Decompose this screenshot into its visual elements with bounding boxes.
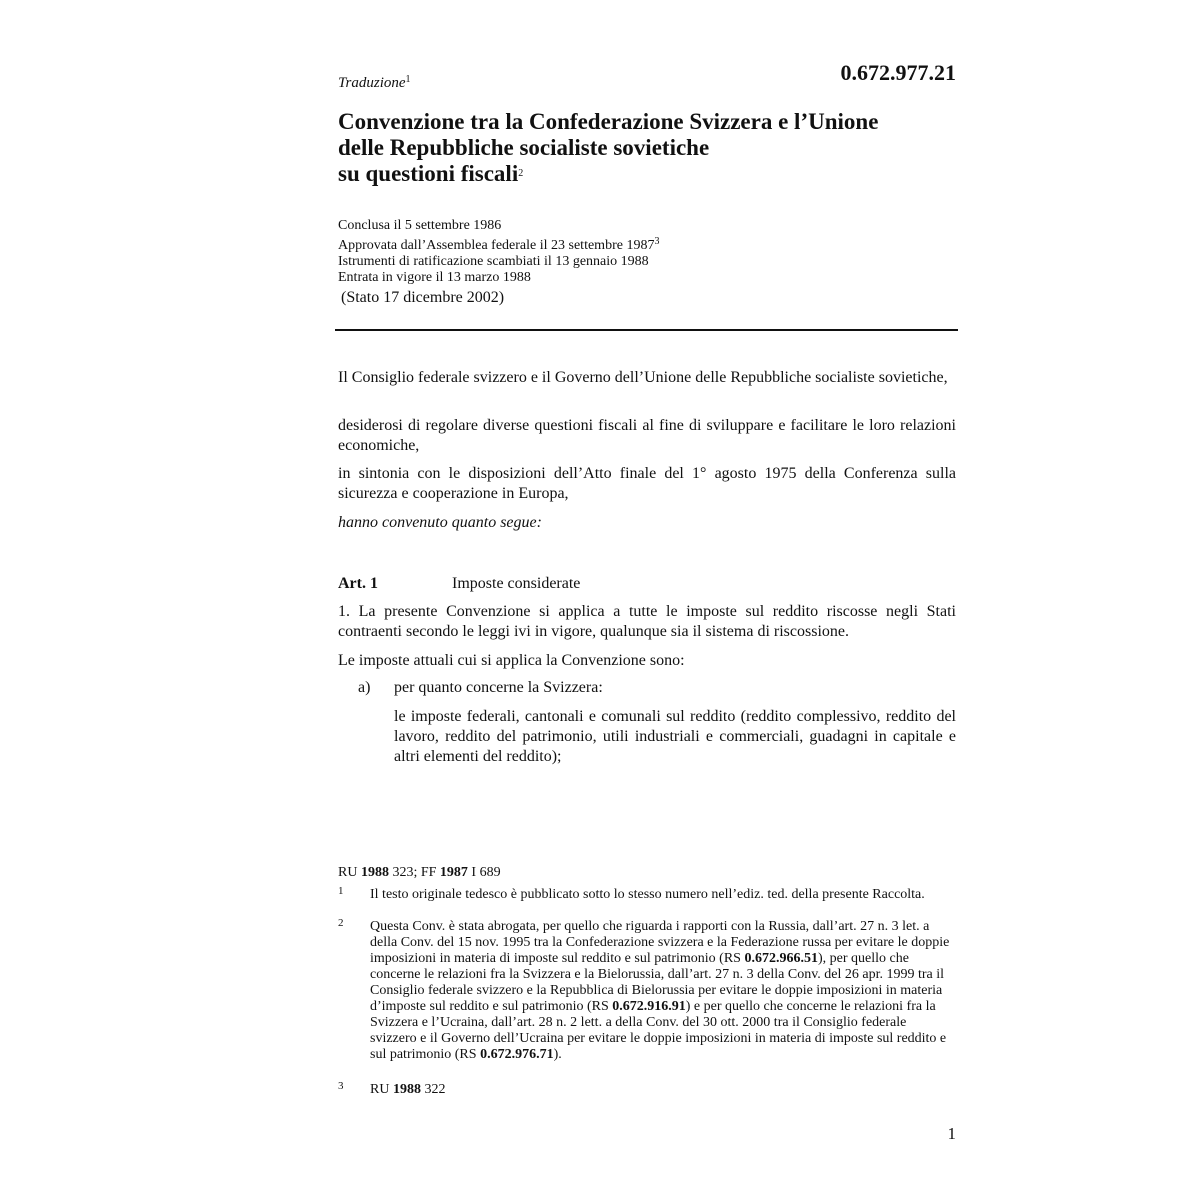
- article-title: Imposte considerate: [452, 575, 581, 592]
- footnote-3-text: RU 1988 322: [370, 1082, 446, 1097]
- footnote-2-text: Questa Conv. è stata abrogata, per quello che riguarda i rapporti con la Russia, dall’art. 27 n. 3 let. a della Conv. del 15 nov. 1995 tra la Confederazione svizzera e la Federazione russa per evitare le doppie imposizioni in materia di imposte sul reddito e sul patrimonio (RS 0.672.966.51), per quello che concerne le relazioni fra la Svizzera e la Bielorussia, dall’art. 27 n. 3 della Conv. del 26 apr. 1999 tra il Consiglio federale svizzero e la Repubblica di Bielorussia per evitare le doppie imposizioni in materia d’imposte sul reddito e sul patrimonio (RS 0.672.916.91) e per quello che concerne le relazioni fra la Svizzera e l’Ucraina, dall’art. 28 n. 2 lett. a della Conv. del 30 ott. 2000 tra il Consiglio federale svizzero e il Governo dell’Ucraina per evitare le doppie imposizioni in materia di imposte sul reddito e sul patrimonio (RS 0.672.976.71).: [370, 919, 950, 1062]
- list-item-text: le imposte federali, cantonali e comunali sul reddito (reddito complessivo, reddito del lavoro, reddito del patrimonio, utili industriali e commerciali, guadagni in capitale e altri elementi del reddito);: [394, 708, 956, 765]
- title-line-2: delle Repubbliche socialiste sovietiche: [338, 135, 710, 160]
- ratification-date: Istrumenti di ratificazione scambiati il 13 gennaio 1988: [338, 254, 649, 269]
- article-number: Art. 1: [338, 575, 378, 592]
- article-paragraph-1: 1. La presente Convenzione si applica a tutte le imposte sul reddito riscosse negli Stati contraenti secondo le leggi ivi in vigore, qualunque sia il sistema di riscossione.: [338, 603, 956, 640]
- translation-label: Traduzione$^1$: [338, 74, 411, 91]
- article-paragraph-2: Le imposte attuali cui si applica la Convenzione sono:: [338, 652, 685, 669]
- status-date: (Stato 17 dicembre 2002): [341, 289, 505, 306]
- footnote-1-number: 1: [338, 885, 344, 897]
- preamble-paragraph-1: Il Consiglio federale svizzero e il Governo dell’Unione delle Repubbliche socialiste sovietiche,: [338, 369, 948, 386]
- title-line-3: su questioni fiscali$^2$: [338, 161, 524, 186]
- approved-date: Approvata dall’Assemblea federale il 23 settembre 1987$^3$: [338, 236, 660, 253]
- preamble-paragraph-2: desiderosi di regolare diverse questioni fiscali al fine di sviluppare e facilitare le loro relazioni economiche,: [338, 417, 956, 454]
- rs-link[interactable]: 0.672.916.91: [612, 999, 686, 1014]
- list-item-label: a): [358, 679, 371, 696]
- footnote-source: RU 1988 323; FF 1987 I 689: [338, 865, 501, 880]
- header-divider: [335, 329, 958, 331]
- footnote-1-text: Il testo originale tedesco è pubblicato sotto lo stesso numero nell’ediz. ted. della presente Raccolta.: [370, 887, 925, 902]
- rs-link[interactable]: 0.672.976.71: [480, 1047, 554, 1062]
- list-item-title: per quanto concerne la Svizzera:: [394, 679, 603, 696]
- footnote-ref-1[interactable]: 1: [405, 74, 411, 85]
- concluded-date: Conclusa il 5 settembre 1986: [338, 218, 502, 233]
- footnote-ref-3[interactable]: 3: [654, 236, 660, 247]
- sr-number: 0.672.977.21: [840, 60, 956, 85]
- footnote-3-number: 3: [338, 1080, 344, 1092]
- preamble-closing: hanno convenuto quanto segue:: [338, 514, 542, 531]
- preamble-paragraph-3: in sintonia con le disposizioni dell’Atto finale del 1° agosto 1975 della Conferenza sulla sicurezza e cooperazione in Europa,: [338, 465, 956, 502]
- footnote-ref-2[interactable]: 2: [518, 168, 524, 179]
- rs-link[interactable]: 0.672.966.51: [744, 951, 818, 966]
- title-line-1: Convenzione tra la Confederazione Svizzera e l’Unione: [338, 109, 879, 134]
- document-title: [338, 109, 878, 187]
- entry-into-force-date: Entrata in vigore il 13 marzo 1988: [338, 270, 531, 285]
- page-number: 1: [947, 1124, 956, 1143]
- document-metadata: [338, 218, 659, 286]
- footnote-2-number: 2: [338, 917, 344, 929]
